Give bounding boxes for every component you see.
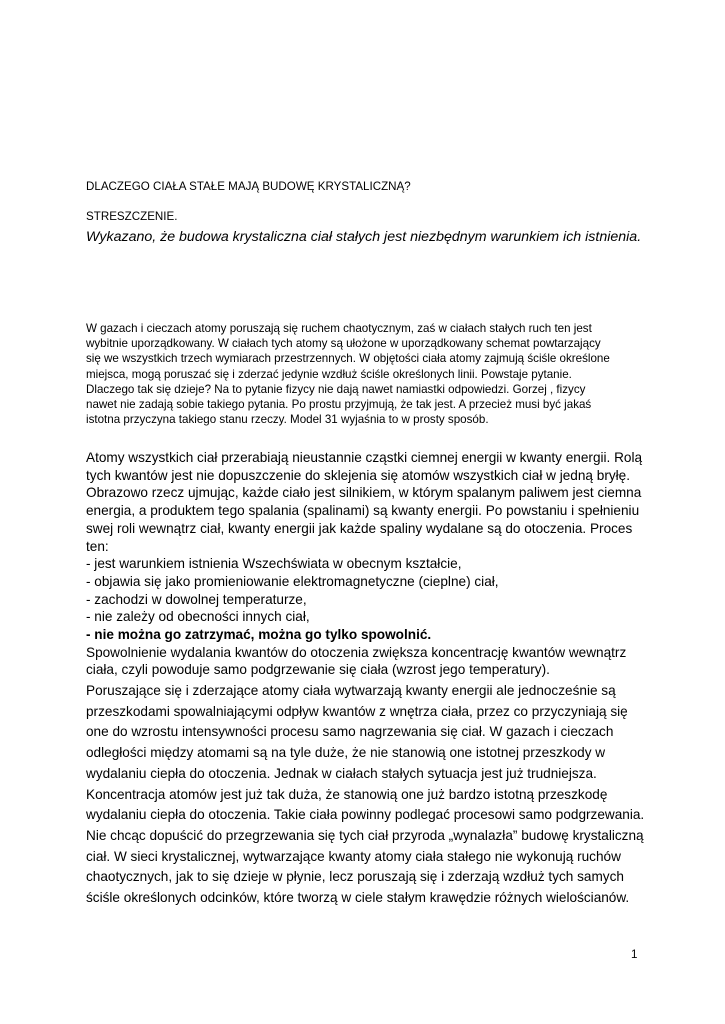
intro-line: W gazach i cieczach atomy poruszają się ruchem chaotycznym, zaś w ciałach stałych ruch ten jest [86,322,592,335]
page-number: 1 [631,948,638,961]
body-line: ciał. W sieci krystalicznej, wytwarzające kwanty atomy ciała stałego nie wykonują ruchów [86,848,621,864]
body-line: Spowolnienie wydalania kwantów do otoczenia zwiększa koncentrację kwantów wewnątrz [86,644,627,660]
intro-line: Dlaczego tak się dzieje? Na to pytanie fizycy nie dają nawet namiastki odpowiedzi. Gorzej , fizycy [86,382,586,396]
intro-line: nawet nie zadają sobie takiego pytania. Po prostu przyjmują, że tak jest. A przecież musi być jakaś [86,398,592,412]
body-line: ściśle określonych odcinków, które tworzą w ciele stałym krawędzie różnych wielościanów. [86,890,630,906]
body-line: Koncentracja atomów jest już tak duża, że stanowią one już bardzo istotną przeszkodę [86,786,608,802]
intro-line: istotna przyczyna takiego stanu rzeczy. Model 31 wyjaśnia to w prosty sposób. [86,413,489,427]
body-line: ciała, czyli powoduje samo podgrzewanie się ciała (wzrost jego temperatury). [86,662,550,678]
abstract-text: Wykazano, że budowa krystaliczna ciał stałych jest niezbędnym warunkiem ich istnienia. [86,229,642,245]
body-line: Obrazowo rzecz ujmując, każde ciało jest silnikiem, w którym spalanym paliwem jest ciemna [86,485,642,501]
body-line: tych kwantów jest nie dopuszczenie do sklejenia się atomów wszystkich ciał w jedną bryłę. [86,467,631,483]
abstract-label: STRESZCZENIE. [86,210,178,223]
body-line: chaotycznych, jak to się dzieje w płynie, lecz poruszają się i zderzają wzdłuż tych samych [86,869,624,885]
body-line: wydalaniu ciepła do otoczenia. Takie ciała powinny podlegać procesowi samo podgrzewania. [86,807,645,823]
intro-line: wybitnie uporządkowany. W ciałach tych atomy są ułożone w uporządkowany schemat powtarzający [86,337,601,351]
document-title: DLACZEGO CIAŁA STAŁE MAJĄ BUDOWĘ KRYSTALICZNĄ? [86,180,411,193]
body-paragraph-2 [86,681,656,909]
list-item: - nie zależy od obecności innych ciał, [86,609,310,625]
intro-line: się we wszystkich trzech wymiarach przestrzennych. W objętości ciała atomy zajmują ściśle określone [86,352,610,366]
body-line: ten: [86,538,109,554]
body-line: energia, a produktem tego spalania (spalinami) są kwanty energii. Po powstaniu i spełnieniu [86,503,640,519]
body-line: odległości między atomami są na tyle duże, że nie stanowią one istotnej przeszkody w [86,745,606,761]
body-line: Poruszające się i zderzające atomy ciała wytwarzają kwanty energii ale jednocześnie są [86,683,616,698]
body-line: przeszkodami spowalniającymi odpływ kwantów z wnętrza ciała, przez co przyczyniają się [86,703,628,719]
intro-paragraph [86,321,646,427]
body-line: wydalaniu ciepła do otoczenia. Jednak w ciałach stałych sytuacja jest już trudniejsza. [86,765,597,781]
list-item: - zachodzi w dowolnej temperaturze, [86,591,307,607]
body-paragraph [86,449,656,679]
list-item-bold: - nie można go zatrzymać, można go tylko spowolnić. [86,627,432,643]
body-line: Nie chcąc dopuścić do przegrzewania się tych ciał przyroda „wynalazła” budowę krystaliczną [86,827,644,843]
list-item: - jest warunkiem istnienia Wszechświata w obecnym kształcie, [86,556,462,572]
body-line: Atomy wszystkich ciał przerabiają nieustannie cząstki ciemnej energii w kwanty energii. Rolą [86,450,643,465]
body-line: swej roli wewnątrz ciał, kwanty energii jak każde spaliny wydalane są do otoczenia. Proces [86,520,633,536]
list-item: - objawia się jako promieniowanie elektromagnetyczne (cieplne) ciał, [86,573,499,589]
body-line: one do wzrostu intensywności procesu samo nagrzewania się ciał. W gazach i cieczach [86,724,614,740]
intro-line: miejsca, mogą poruszać się i zderzać jedynie wzdłuż ściśle określonych linii. Powstaje pytanie. [86,367,572,381]
